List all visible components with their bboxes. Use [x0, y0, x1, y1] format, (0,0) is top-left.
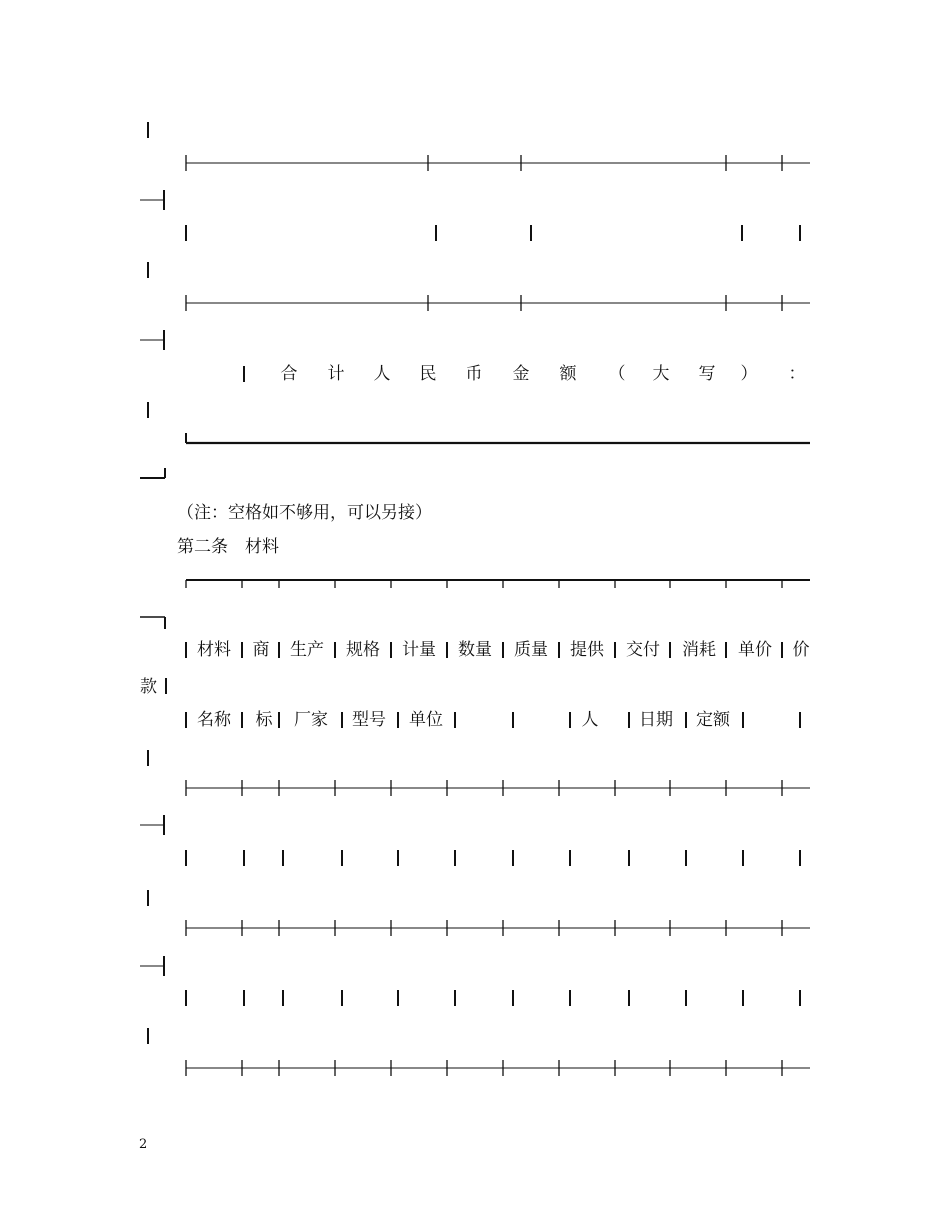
column-header: 单位 [409, 710, 443, 730]
column-header: 人 [581, 710, 599, 730]
column-header: 单价 [738, 640, 772, 660]
column-header: 规格 [346, 640, 380, 660]
page-number: 2 [139, 1137, 148, 1152]
total-char: 写 [698, 364, 716, 384]
column-header: 价 [792, 640, 810, 660]
total-char: 人 [373, 364, 391, 384]
total-char: 额 [559, 364, 577, 384]
column-header: 消耗 [682, 640, 716, 660]
total-char: 大 [652, 364, 670, 384]
column-header: 交付 [626, 640, 660, 660]
total-char: 金 [512, 364, 530, 384]
column-header: 型号 [352, 710, 386, 730]
total-char: 计 [327, 364, 345, 384]
column-header: 质量 [514, 640, 548, 660]
column-header: 生产 [290, 640, 324, 660]
total-char: 合 [280, 364, 298, 384]
column-header-wrap: 款 [140, 677, 157, 697]
column-header: 厂家 [294, 710, 328, 730]
total-char: （ [608, 364, 626, 384]
section-title: 第二条 材料 [177, 537, 279, 557]
column-header: 定额 [696, 710, 730, 730]
total-char: ） [740, 364, 758, 384]
total-char: ： [788, 364, 806, 384]
column-header: 名称 [197, 710, 231, 730]
column-header: 日期 [639, 710, 673, 730]
column-header: 提供 [570, 640, 604, 660]
column-header: 数量 [458, 640, 492, 660]
column-header: 标 [255, 710, 273, 730]
total-char: 民 [419, 364, 437, 384]
total-char: 币 [465, 364, 483, 384]
column-header: 材料 [197, 640, 231, 660]
note-text: （注：空格如不够用，可以另接） [177, 503, 432, 523]
column-header: 计量 [402, 640, 436, 660]
column-header: 商 [252, 640, 270, 660]
